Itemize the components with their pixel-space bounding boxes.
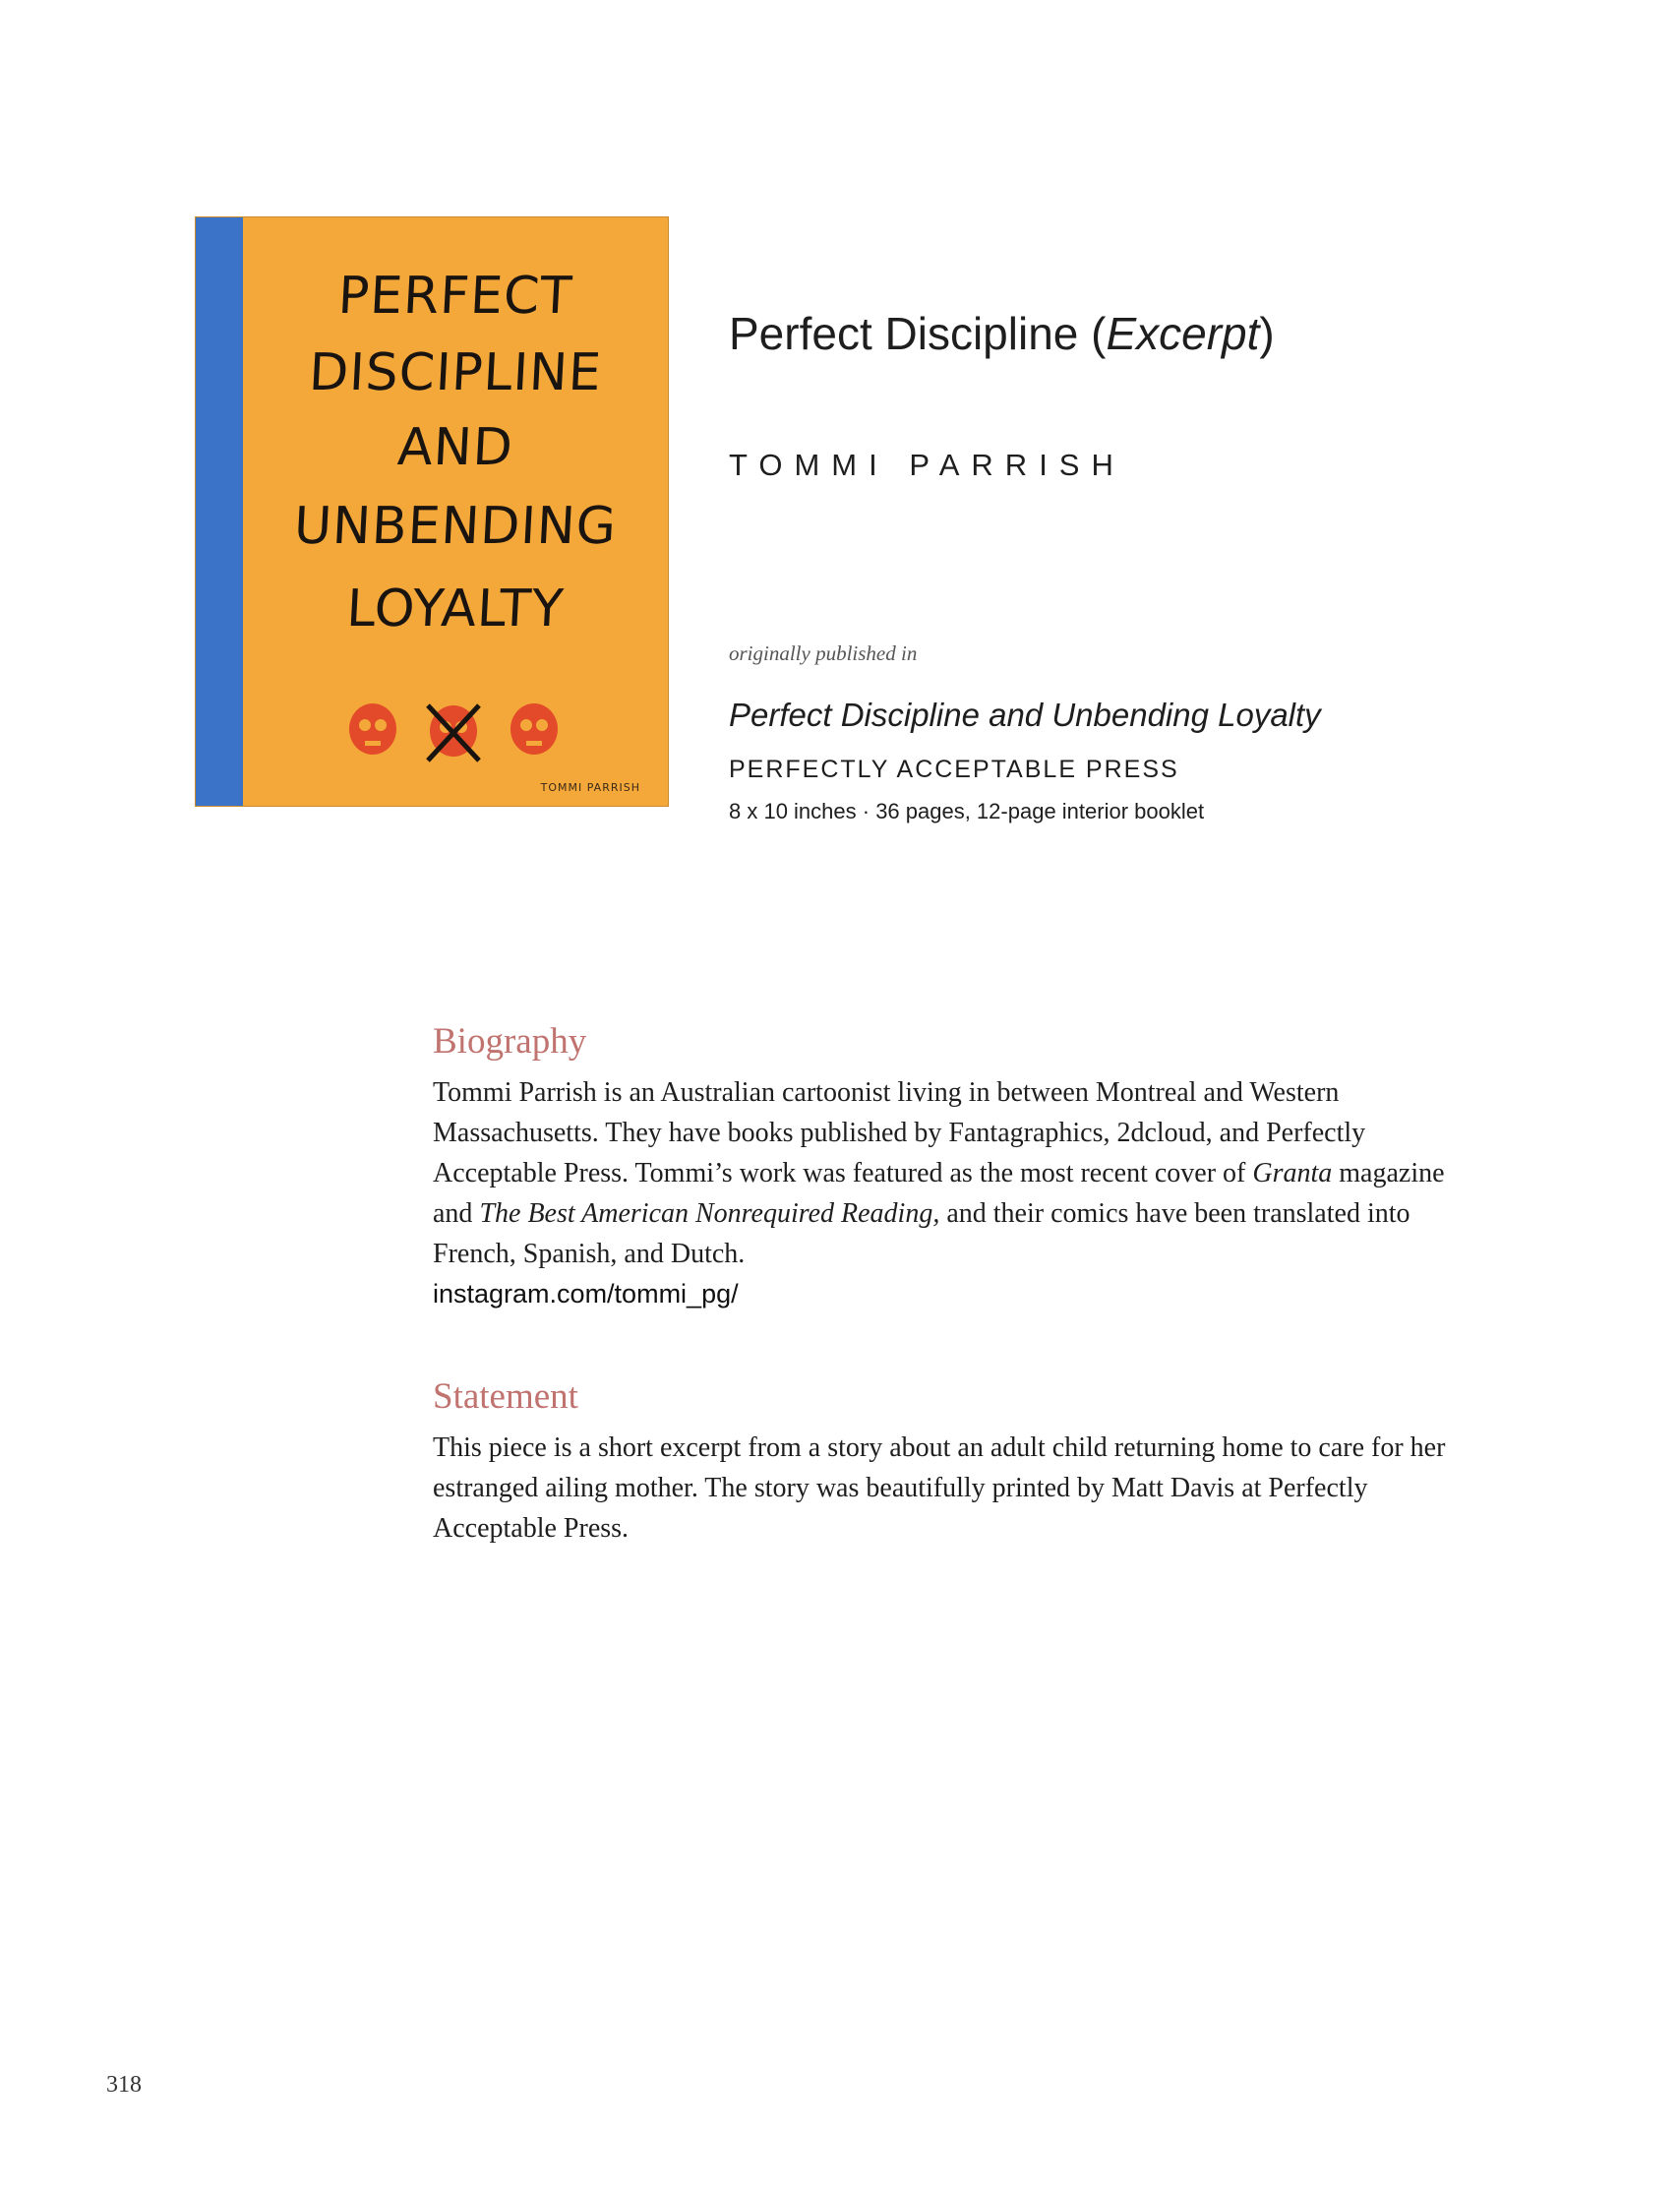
cover-spine — [196, 217, 243, 806]
book-cover-image — [195, 216, 669, 807]
skulls-illustration — [341, 698, 568, 766]
statement-heading: Statement — [433, 1376, 578, 1417]
cover-title-line: UNBENDING — [292, 497, 619, 556]
instagram-link[interactable]: instagram.com/tommi_pg/ — [433, 1279, 739, 1309]
page-title: Perfect Discipline (Excerpt) — [729, 308, 1275, 359]
skull-icon — [510, 703, 558, 755]
page-number: 318 — [106, 2072, 142, 2098]
cover-title-line: DISCIPLINE — [307, 343, 604, 402]
cover-title-line: PERFECT — [336, 267, 574, 326]
cover-title-line: LOYALTY — [345, 579, 566, 639]
cover-author: TOMMI PARRISH — [540, 781, 640, 794]
publisher-name: PERFECTLY ACCEPTABLE PRESS — [729, 756, 1179, 783]
publication-title: Perfect Discipline and Unbending Loyalty — [729, 697, 1321, 733]
skull-icon — [349, 703, 396, 755]
biography-text: Tommi Parrish is an Australian cartoonist living in between Montreal and Western Massachusetts. They have books published by Fantagraphics, 2dcloud, and Perfectly Acceptable Press. Tommi’s work was featured as the most recent cover of Granta magazine and The Best American Nonrequired Reading, and their comics have been translated into French, Spanish, and Dutch. instagram.com/tommi_pg/ — [433, 1072, 1485, 1314]
biography-heading: Biography — [433, 1021, 587, 1062]
author-name: TOMMI PARRISH — [729, 448, 1125, 482]
statement-text: This piece is a short excerpt from a story about an adult child returning home to care for her estranged ailing mother. The story was beautifully printed by Matt Davis at Perfectly Acceptable Press. — [433, 1432, 1446, 1544]
cover-title-line: AND — [395, 418, 515, 477]
originally-published-label: originally published in — [729, 641, 918, 665]
publication-specs: 8 x 10 inches · 36 pages, 12-page interior booklet — [729, 799, 1205, 823]
skull-icon — [428, 705, 479, 761]
